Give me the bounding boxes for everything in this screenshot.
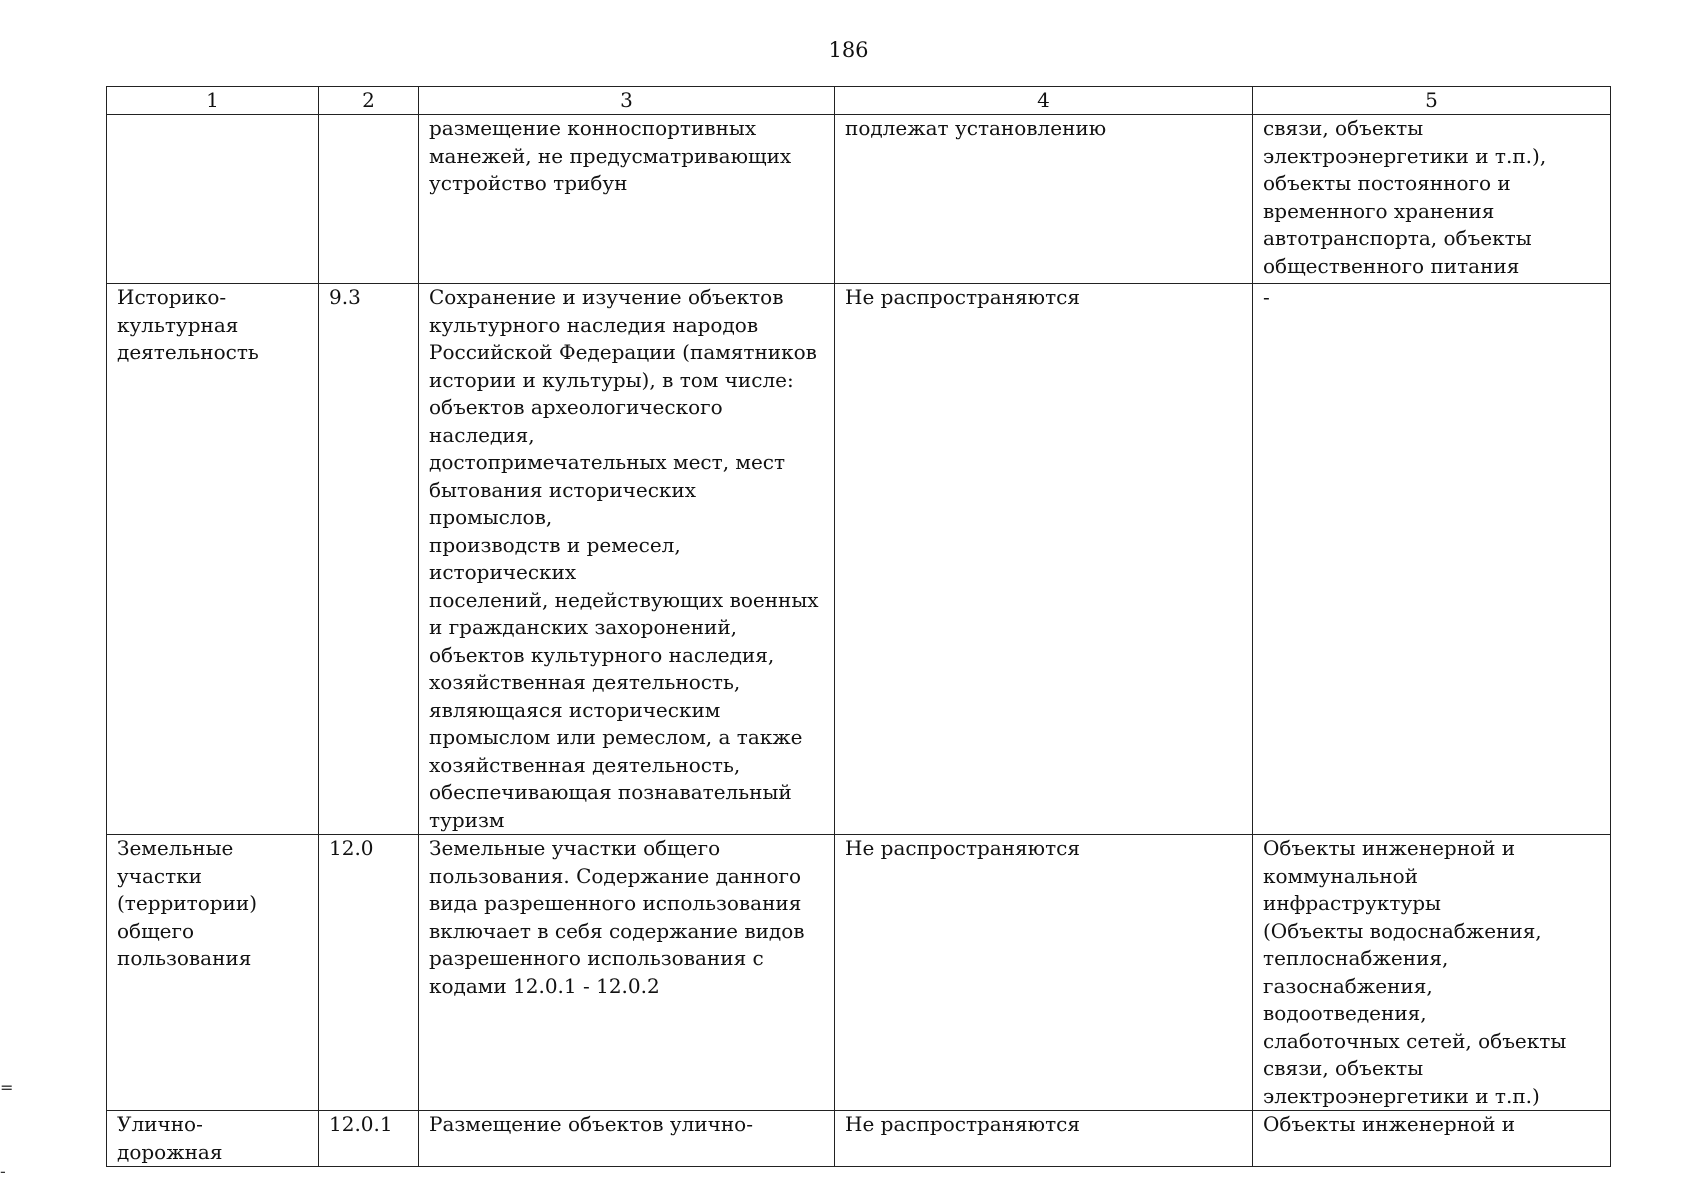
- column-header-3: 3: [419, 87, 835, 115]
- auxiliary-uses-cell: Объекты инженерной и: [1253, 1111, 1611, 1167]
- use-code-cell: 12.0.1: [319, 1111, 419, 1167]
- land-use-table: [106, 86, 1611, 1167]
- auxiliary-uses-cell: связи, объекты электроэнергетики и т.п.), объекты постоянного и временного хранения автотранспорта, объекты общественного питания: [1253, 115, 1611, 284]
- use-name-cell: [107, 115, 319, 284]
- margin-mark: -: [0, 1162, 6, 1181]
- table-row: [107, 1111, 1611, 1167]
- use-code-cell: 12.0: [319, 835, 419, 1111]
- page-number: 186: [828, 38, 869, 62]
- table-header-row: [107, 87, 1611, 115]
- use-description-cell: Земельные участки общего пользования. Содержание данного вида разрешенного использования включает в себя содержание видов разрешенного использования с кодами 12.0.1 - 12.0.2: [419, 835, 835, 1111]
- restrictions-cell: Не распространяются: [835, 284, 1253, 835]
- use-code-cell: 9.3: [319, 284, 419, 835]
- margin-mark: =: [0, 1078, 14, 1097]
- table-row: [107, 115, 1611, 284]
- restrictions-cell: Не распространяются: [835, 1111, 1253, 1167]
- use-description-cell: Сохранение и изучение объектов культурного наследия народов Российской Федерации (памятников истории и культуры), в том числе: объектов археологического наследия, достопримечательных мест, мест бытования исторических промыслов, производств и ремесел, исторических поселений, недействующих военных и гражданских захоронений, объектов культурного наследия, хозяйственная деятельность, являющаяся историческим промыслом или ремеслом, а также хозяйственная деятельность, обеспечивающая познавательный туризм: [419, 284, 835, 835]
- use-name-cell: Земельные участки (территории) общего пользования: [107, 835, 319, 1111]
- table-row: [107, 284, 1611, 835]
- auxiliary-uses-cell: -: [1253, 284, 1611, 835]
- column-header-2: 2: [319, 87, 419, 115]
- use-name-cell: Улично-дорожная: [107, 1111, 319, 1167]
- use-description-cell: Размещение объектов улично-: [419, 1111, 835, 1167]
- use-description-cell: размещение конноспортивных манежей, не предусматривающих устройство трибун: [419, 115, 835, 284]
- column-header-5: 5: [1253, 87, 1611, 115]
- use-code-cell: [319, 115, 419, 284]
- table-row: [107, 835, 1611, 1111]
- use-name-cell: Историко- культурная деятельность: [107, 284, 319, 835]
- column-header-4: 4: [835, 87, 1253, 115]
- auxiliary-uses-cell: Объекты инженерной и коммунальной инфраструктуры (Объекты водоснабжения, теплоснабжения, газоснабжения, водоотведения, слаботочных сетей, объекты связи, объекты электроэнергетики и т.п.): [1253, 835, 1611, 1111]
- column-header-1: 1: [107, 87, 319, 115]
- restrictions-cell: подлежат установлению: [835, 115, 1253, 284]
- restrictions-cell: Не распространяются: [835, 835, 1253, 1111]
